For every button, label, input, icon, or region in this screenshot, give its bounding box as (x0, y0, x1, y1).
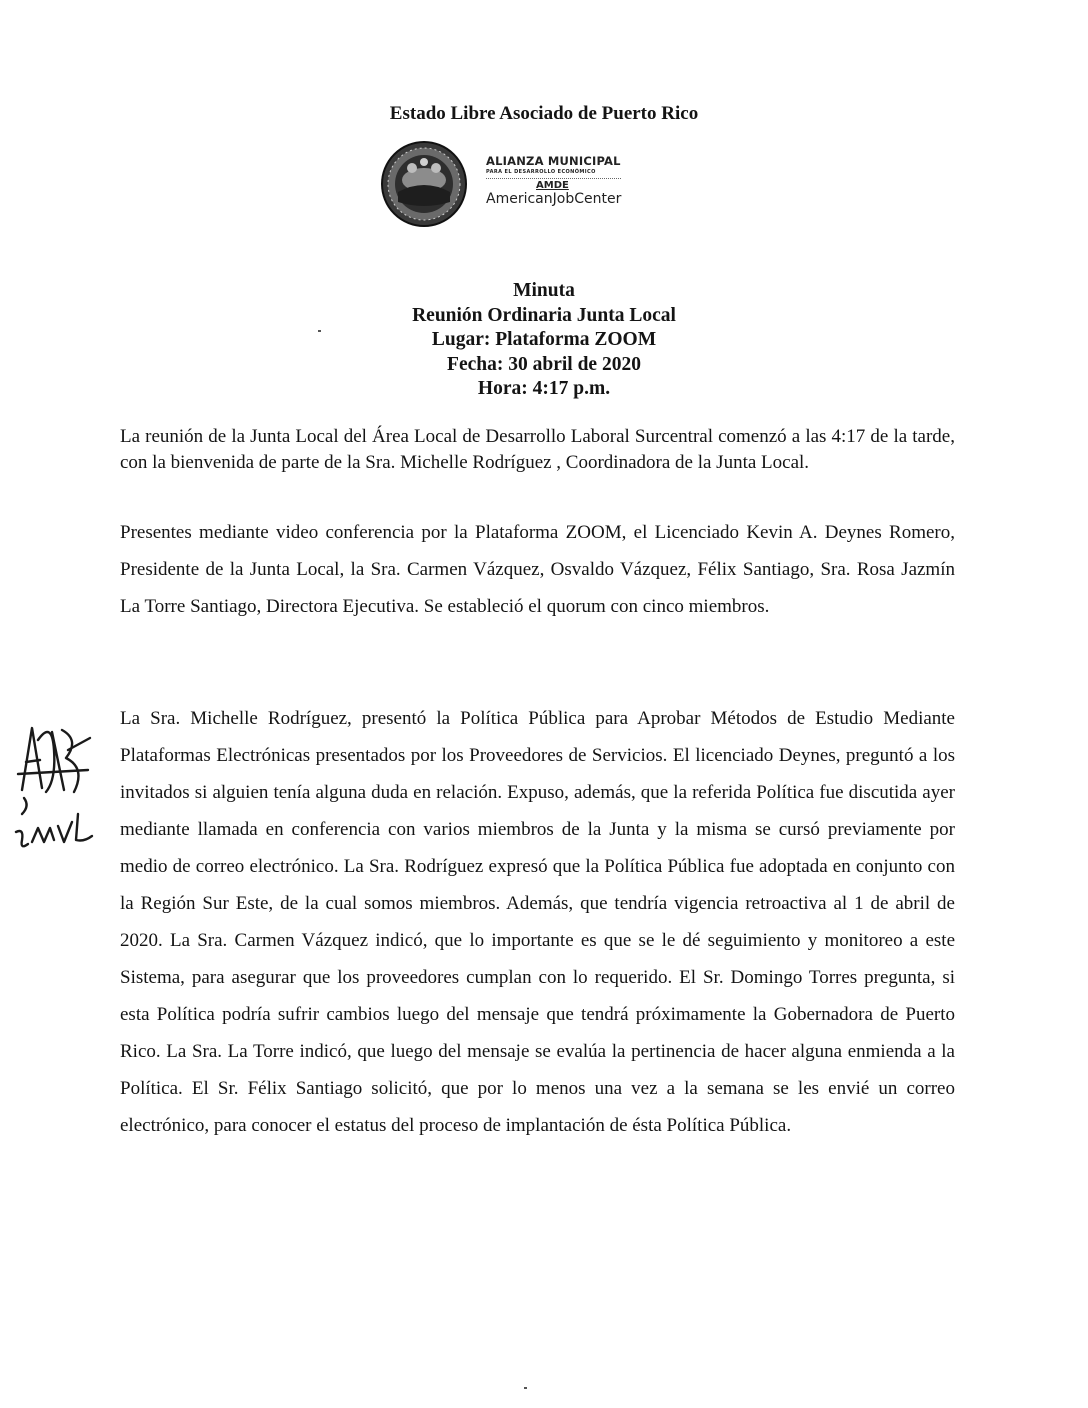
logo-divider (486, 178, 621, 179)
document-header-title: Estado Libre Asociado de Puerto Rico (389, 103, 699, 124)
handwritten-initials-icon (8, 710, 103, 870)
scan-speck (318, 330, 321, 332)
logo-center-name: AmericanJobCenter (486, 191, 622, 207)
paragraph-public-policy: La Sra. Michelle Rodríguez, presentó la Política Pública para Aprobar Métodos de Estudio Mediante Plataformas Electrónicas presentados por los Proveedores de Servicios. El licenciado Deynes, preguntó a los invitados si alguien tenía alguna duda en relación. Expuso, además, que la referida Política fue discutida ayer mediante llamada en conferencia con varios miembros de la Junta y la misma se cursó previamente por medio de correo electrónico. La Sra. Rodríguez expresó que la Política Pública fue adoptada en conjunto con la Región Sur Este, de la cual somos miembros. Además, que tendría vigencia retroactiva al 1 de abril de 2020. La Sra. Carmen Vázquez indicó, que lo importante es que se le dé seguimiento y monitoreo a este Sistema, para asegurar que los proveedores cumplan con lo requerido. El Sr. Domingo Torres pregunta, si esta Política podría sufrir cambios luego del mensaje que tendrá próximamente la Gobernadora de Puerto Rico. La Sra. La Torre indicó, que luego del mensaje se evalúa la pertinencia de hacer alguna enmienda a la Política. El Sr. Félix Santiago solicitó, que por lo menos una vez a la semana se les envié un correo electrónico, para conocer el estatus del proceso de implantación de ésta Política Pública. (120, 708, 955, 1136)
meeting-date: Fecha: 30 abril de 2020 (447, 353, 641, 375)
logo-text-block (486, 154, 656, 207)
paragraph-opening: La reunión de la Junta Local del Área Local de Desarrollo Laboral Surcentral comenzó a las 4:17 de la tarde, con la bienvenida de parte de la Sra. Michelle Rodríguez , Coordinadora de la Junta Local. (120, 426, 955, 473)
meeting-time: Hora: 4:17 p.m. (477, 378, 611, 399)
organization-logo (380, 140, 650, 230)
municipal-seal-icon (380, 140, 468, 228)
minutes-title-block (0, 279, 1088, 402)
paragraph-attendees: Presentes mediante video conferencia por la Plataforma ZOOM, el Licenciado Kevin A. Deynes Romero, Presidente de la Junta Local, la Sra. Carmen Vázquez, Osvaldo Vázquez, Félix Santiago, Sra. Rosa Jazmín La Torre Santiago, Directora Ejecutiva. Se estableció el quorum con cinco miembros. (120, 522, 955, 617)
logo-org-name: ALIANZA MUNICIPAL (486, 154, 621, 168)
meeting-type: Reunión Ordinaria Junta Local (412, 304, 676, 326)
logo-abbreviation: AMDE (536, 180, 569, 191)
scan-speck (524, 1387, 527, 1389)
meeting-location: Lugar: Plataforma ZOOM (431, 329, 657, 350)
minutes-title: Minuta (513, 280, 575, 301)
logo-org-subtitle: PARA EL DESARROLLO ECONÓMICO (486, 169, 596, 175)
